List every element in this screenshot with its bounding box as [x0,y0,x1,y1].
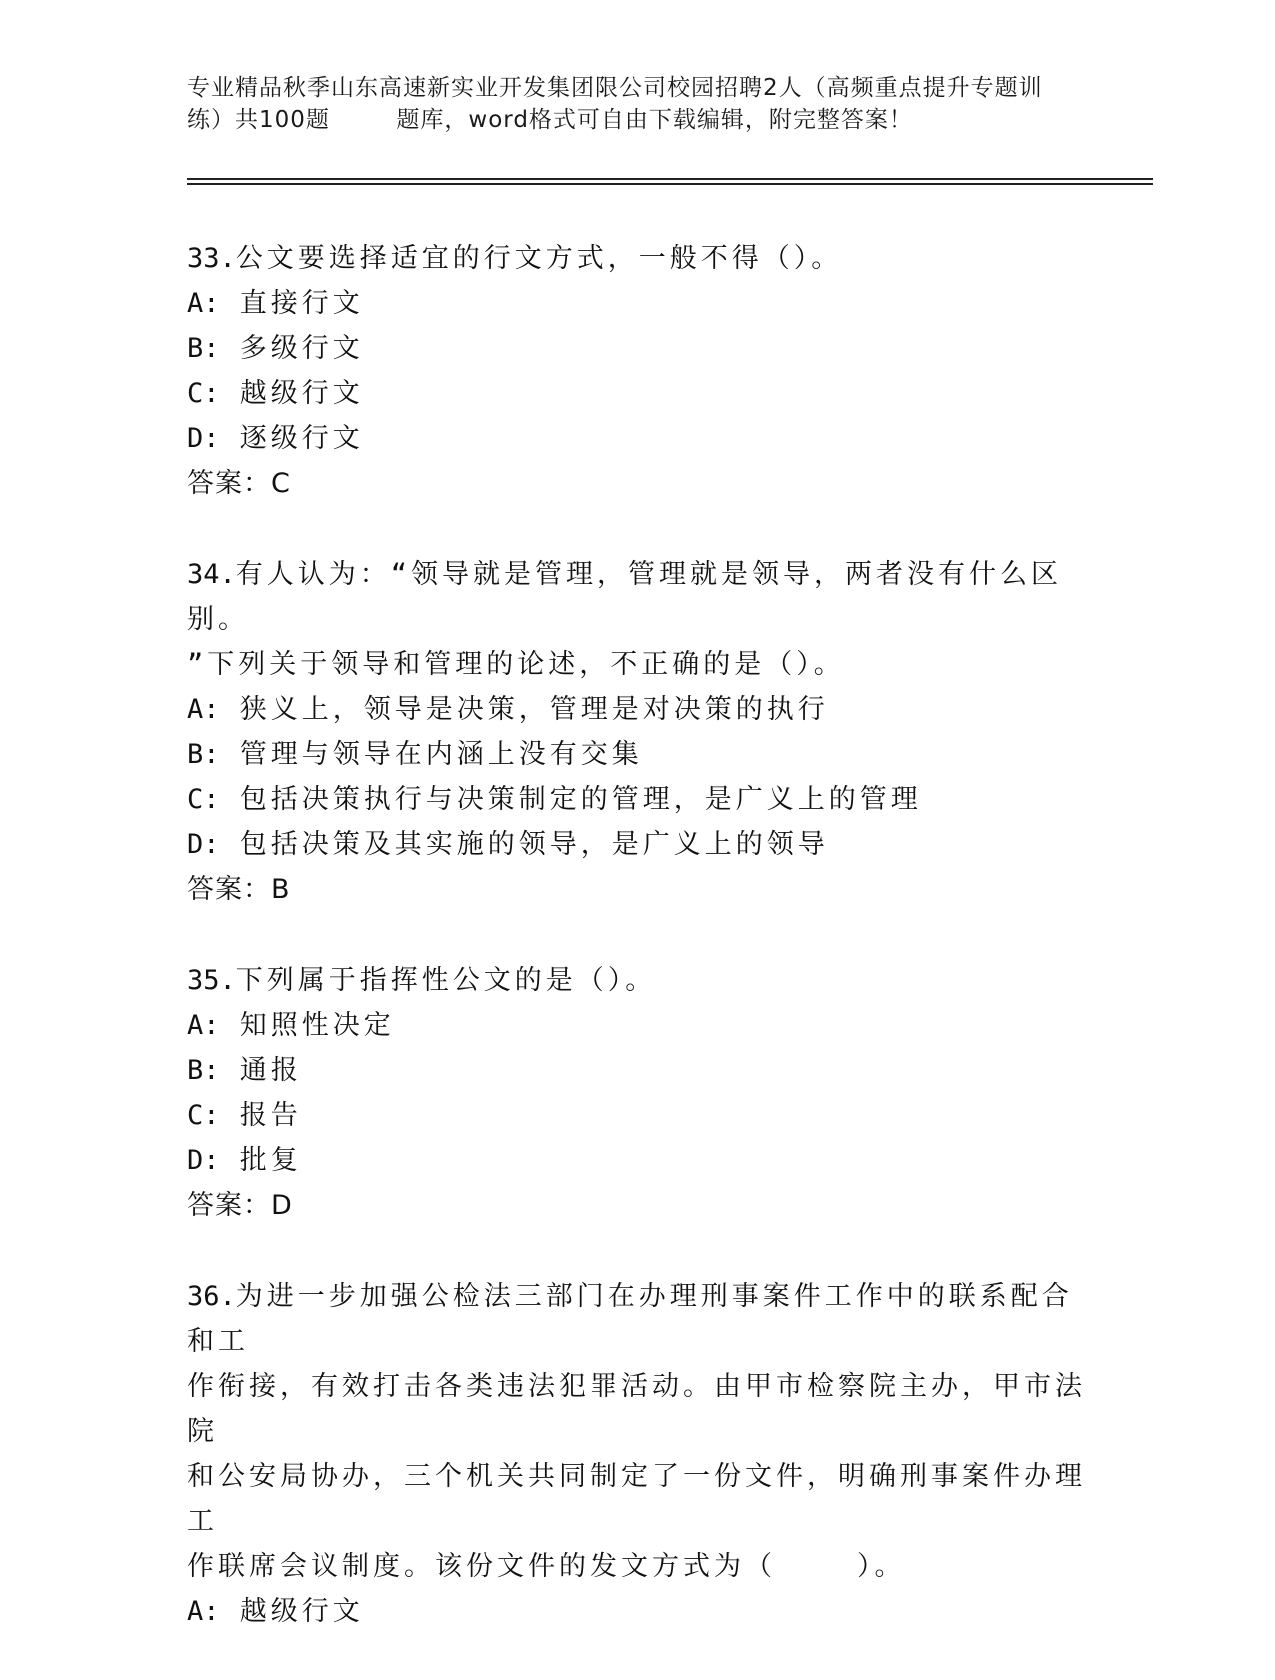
option-text: 知照性决定 [239,1010,395,1041]
header-title-line-2: 练）共100题 题库，word格式可自由下载编辑，附完整答案！ [187,107,913,133]
option-b [187,1048,1087,1093]
option-text: 直接行文 [239,288,364,319]
question-number: 33. [187,243,236,274]
header-divider-top [187,178,1153,180]
option-letter: A: [187,1010,220,1041]
question-stem [187,236,1087,281]
option-text: 越级行文 [239,378,364,409]
document-header [187,72,1087,136]
question-stem-continuation: 作联席会议制度。该份文件的发文方式为（ ）。 [187,1551,906,1582]
option-letter: C: [187,784,220,815]
answer-line: 答案：D [187,1190,293,1221]
question-number: 36. [187,1281,236,1312]
header-title-line-1: 专业精品秋季山东高速新实业开发集团限公司校园招聘2人（高频重点提升专题训 [187,75,1043,101]
option-text: 通报 [239,1055,302,1086]
answer-line: 答案：B [187,874,291,905]
question-36 [187,1274,1087,1634]
question-list [187,236,1087,1680]
question-stem-continuation: 作衔接，有效打击各类违法犯罪活动。由甲市检察院主办，甲市法院 [187,1371,1086,1447]
option-letter: A: [187,694,220,725]
question-number: 35. [187,965,236,996]
option-text: 管理与领导在内涵上没有交集 [239,739,643,770]
option-text: 包括决策及其实施的领导，是广义上的领导 [239,829,829,860]
question-34 [187,552,1087,912]
option-letter: D: [187,1145,220,1176]
question-33 [187,236,1087,506]
option-text: 包括决策执行与决策制定的管理，是广义上的管理 [239,784,922,815]
option-b [187,326,1087,371]
option-letter: D: [187,423,220,454]
option-text: 多级行文 [239,333,364,364]
question-stem-line: 下列属于指挥性公文的是（）。 [235,965,657,996]
option-a [187,1003,1087,1048]
option-letter: C: [187,378,220,409]
option-letter: D: [187,829,220,860]
option-text: 越级行文 [239,1596,364,1627]
question-stem-continuation: 和公安局协办，三个机关共同制定了一份文件，明确刑事案件办理工 [187,1461,1086,1537]
answer-line: 答案：C [187,468,291,499]
option-letter: A: [187,288,220,319]
option-d [187,416,1087,461]
question-stem [187,552,1087,642]
question-stem [187,1274,1087,1364]
option-c [187,371,1087,416]
option-a [187,1589,1087,1634]
option-text: 狭义上，领导是决策，管理是对决策的执行 [239,694,829,725]
option-a [187,687,1087,732]
question-stem-continuation: ”下列关于领导和管理的论述，不正确的是（）。 [187,649,845,680]
question-stem-line: 为进一步加强公检法三部门在办理刑事案件工作中的联系配合和工 [187,1281,1073,1357]
question-number: 34. [187,559,236,590]
question-stem-line: 有人认为：“领导就是管理，管理就是领导，两者没有什么区别。 [187,559,1063,635]
option-letter: B: [187,333,220,364]
question-stem-line: 公文要选择适宜的行文方式，一般不得（）。 [235,243,843,274]
option-text: 逐级行文 [239,423,364,454]
option-a [187,281,1087,326]
option-letter: B: [187,1055,220,1086]
question-35 [187,958,1087,1228]
option-c [187,1093,1087,1138]
header-divider-bottom [187,183,1153,185]
option-text: 报告 [239,1100,302,1131]
option-text: 批复 [239,1145,302,1176]
question-stem [187,958,1087,1003]
option-letter: C: [187,1100,220,1131]
option-letter: B: [187,739,220,770]
option-b [187,732,1087,777]
option-c [187,777,1087,822]
option-d [187,822,1087,867]
option-d [187,1138,1087,1183]
option-letter: A: [187,1596,220,1627]
